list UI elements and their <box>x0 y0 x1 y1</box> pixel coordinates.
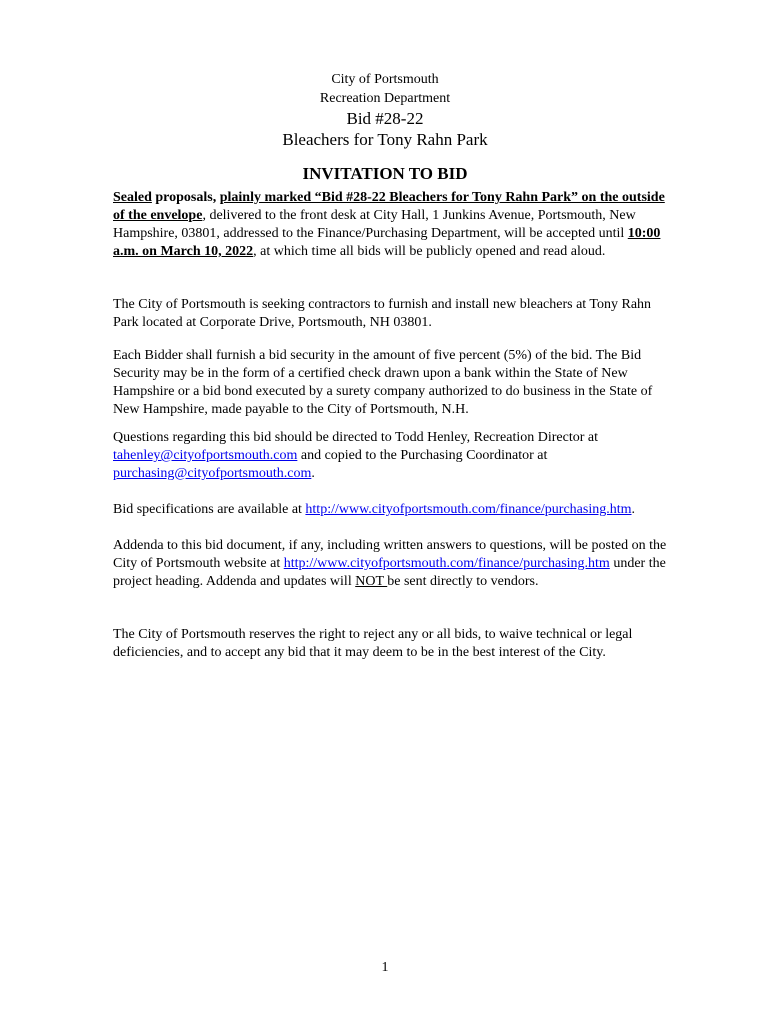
recreation-director-email-link[interactable]: tahenley@cityofportsmouth.com <box>113 448 298 463</box>
department-name: Recreation Department <box>319 91 451 106</box>
purchasing-email-link[interactable]: purchasing@cityofportsmouth.com <box>113 466 312 481</box>
bid-security-paragraph: Each Bidder shall furnish a bid security in the amount of five percent (5%) of the bid. The Bid Security may be in the form of a certified check drawn upon a bank within the State of New Hampshire or a bid bond executed by a surety company authorized to do business in the State of New Hampshire, made payable to the City of Portsmouth, N.H. <box>113 348 653 417</box>
plainly-marked-text: plainly marked “Bid #28-22 Bleachers for Tony Rahn Park” on the outside of the envelope <box>113 190 665 223</box>
project-description-paragraph: The City of Portsmouth is seeking contractors to furnish and install new bleachers at Tony Rahn Park located at Corporate Drive, Portsmouth, NH 03801. <box>113 297 652 330</box>
bid-number: Bid #28-22 <box>346 109 424 128</box>
document-header <box>0 70 770 150</box>
project-name: Bleachers for Tony Rahn Park <box>282 130 488 149</box>
page-number: 1 <box>381 960 389 975</box>
addenda-url-link[interactable]: http://www.cityofportsmouth.com/finance/purchasing.htm <box>283 556 610 571</box>
city-name: City of Portsmouth <box>331 72 439 87</box>
copied-text: and copied to the Purchasing Coordinator at <box>297 448 548 463</box>
specifications-text: Bid specifications are available at <box>113 502 306 517</box>
addenda-text: Addenda to this bid document, if any, including written answers to questions, will be posted on the City of Portsmouth website at <box>113 538 667 571</box>
questions-text: Questions regarding this bid should be directed to Todd Henley, Recreation Director at <box>113 430 599 445</box>
delivery-text: , delivered to the front desk at City Hall, 1 Junkins Avenue, Portsmouth, New Hampshire, 03801, addressed to the Finance/Purchasing Department, will be accepted until <box>113 208 636 241</box>
opening-text: , at which time all bids will be publicly opened and read aloud. <box>253 244 606 259</box>
not-emphasis: NOT <box>355 574 388 589</box>
proposals-text: proposals, <box>151 190 220 205</box>
questions-paragraph <box>113 429 675 483</box>
reservation-paragraph: The City of Portsmouth reserves the right to reject any or all bids, to waive technical or legal deficiencies, and to accept any bid that it may deem to be in the best interest of the City. <box>113 627 633 660</box>
sealed-text: Sealed <box>113 190 152 205</box>
addenda-paragraph <box>113 537 675 591</box>
specifications-paragraph <box>113 501 675 519</box>
page-title: INVITATION TO BID <box>302 164 468 183</box>
deadline-text: 10:00 a.m. on March 10, 2022 <box>113 226 661 259</box>
addenda-vendors-text: be sent directly to vendors. <box>387 574 539 589</box>
specifications-period: . <box>631 502 636 517</box>
specifications-url-link[interactable]: http://www.cityofportsmouth.com/finance/purchasing.htm <box>305 502 632 517</box>
addenda-heading-text: under the project heading. Addenda and updates will <box>113 556 666 589</box>
period-text: . <box>311 466 315 481</box>
sealed-proposals-paragraph <box>113 189 675 261</box>
